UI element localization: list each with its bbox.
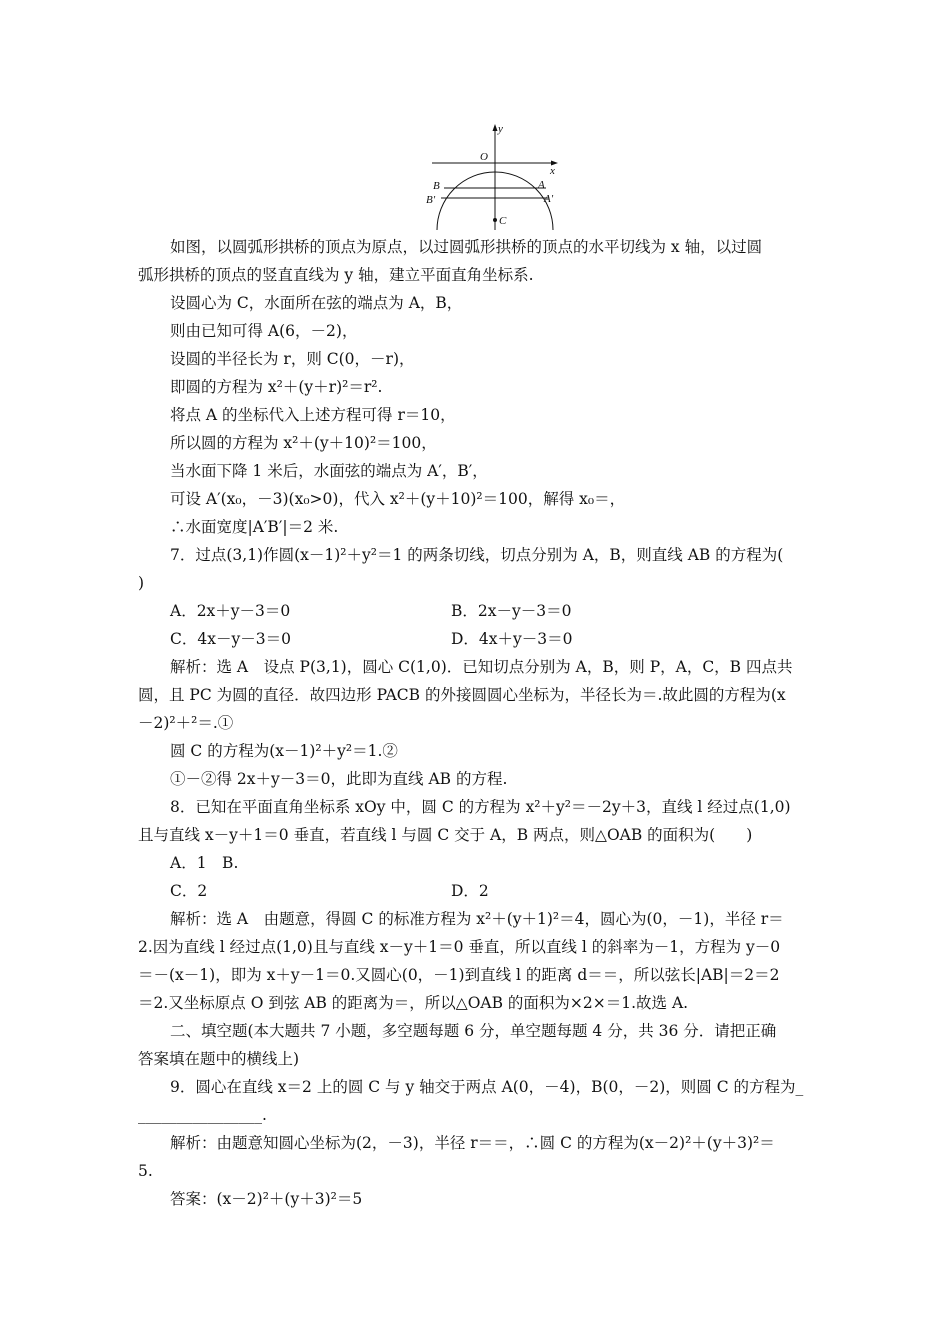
q8-solution-line: 2.因为直线 l 经过点(1,0)且与直线 x－y＋1＝0 垂直，所以直线 l 的斜率为－1，方程为 y－0	[138, 938, 781, 956]
q7-solution-line: 解析：选 A 设点 P(3,1)，圆心 C(1,0)．已知切点分别为 A，B，则 P，A，C，B 四点共	[170, 658, 793, 676]
q9-answer: 答案：(x－2)²＋(y＋3)²＝5	[170, 1190, 363, 1208]
q9-solution-line: 解析：由题意知圆心坐标为(2，－3)，半径 r＝＝，∴圆 C 的方程为(x－2)²＋(y＋3)²＝	[170, 1134, 775, 1152]
q7-solution-line: ①－②得 2x＋y－3＝0，此即为直线 AB 的方程.	[170, 770, 508, 788]
text-line: 弧形拱桥的顶点的竖直直线为 y 轴，建立平面直角坐标系.	[138, 266, 534, 284]
q8-option-d: D．2	[451, 882, 489, 900]
text-line: 将点 A 的坐标代入上述方程可得 r＝10，	[170, 406, 456, 424]
label-a-prime: A′	[544, 193, 554, 205]
label-a: A	[538, 179, 545, 191]
label-y: y	[498, 123, 503, 135]
label-b: B	[433, 180, 440, 192]
q9-solution-line: 5.	[138, 1162, 153, 1180]
text-line: 设圆心为 C，水面所在弦的端点为 A，B，	[170, 294, 463, 312]
label-c: C	[499, 215, 507, 227]
q7-option-d: D．4x＋y－3＝0	[451, 630, 573, 648]
q7-option-b: B．2x－y－3＝0	[451, 602, 572, 620]
text-line: )	[138, 574, 145, 592]
answer-blank: ________________.	[138, 1106, 267, 1124]
text-line: 即圆的方程为 x²＋(y＋r)²＝r².	[170, 378, 383, 396]
question-8: 8．已知在平面直角坐标系 xOy 中，圆 C 的方程为 x²＋y²＝－2y＋3，直线 l 经过点(1,0)	[170, 798, 791, 816]
label-b-prime: B′	[426, 194, 436, 206]
section-heading-cont: 答案填在题中的横线上)	[138, 1050, 300, 1068]
q8-option-ab: A．1 B.	[170, 854, 239, 872]
q8-option-c: C．2	[170, 882, 208, 900]
section-heading: 二、填空题(本大题共 7 小题，多空题每题 6 分，单空题每题 4 分，共 36 分．请把正确	[170, 1022, 777, 1040]
text-line: 所以圆的方程为 x²＋(y＋10)²＝100，	[170, 434, 437, 452]
q7-solution-line: 圆，且 PC 为圆的直径．故四边形 PACB 的外接圆圆心坐标为，半径长为＝.故此圆的方程为(x	[138, 686, 786, 704]
text-line: 设圆的半径长为 r，则 C(0，－r)，	[170, 350, 415, 368]
question-9: 9．圆心在直线 x＝2 上的圆 C 与 y 轴交于两点 A(0，－4)，B(0，－2)，则圆 C 的方程为_	[170, 1078, 804, 1096]
q8-solution-line: ＝－(x－1)，即为 x＋y－1＝0.又圆心(0，－1)到直线 l 的距离 d＝＝，所以弦长|AB|＝2＝2	[138, 966, 780, 984]
label-o: O	[480, 151, 488, 163]
text-line: 如图，以圆弧形拱桥的顶点为原点，以过圆弧形拱桥的顶点的水平切线为 x 轴，以过圆	[170, 238, 763, 256]
text-line: 则由已知可得 A(6，－2)，	[170, 322, 358, 340]
q8-solution-line: 解析：选 A 由题意，得圆 C 的标准方程为 x²＋(y＋1)²＝4，圆心为(0，－1)，半径 r＝	[170, 910, 784, 928]
text-line: 当水面下降 1 米后，水面弦的端点为 A′，B′，	[170, 462, 488, 480]
q7-solution-line: －2)²＋²＝.①	[138, 714, 234, 732]
question-7: 7．过点(3,1)作圆(x－1)²＋y²＝1 的两条切线，切点分别为 A，B，则直线 AB 的方程为(	[170, 546, 784, 564]
label-x: x	[550, 165, 555, 177]
question-8-cont: 且与直线 x－y＋1＝0 垂直，若直线 l 与圆 C 交于 A，B 两点，则△OAB 的面积为( )	[138, 826, 753, 844]
arch-bridge-figure	[420, 122, 570, 232]
q7-option-a: A．2x＋y－3＝0	[170, 602, 291, 620]
q7-solution-line: 圆 C 的方程为(x－1)²＋y²＝1.②	[170, 742, 398, 760]
q7-option-c: C．4x－y－3＝0	[170, 630, 291, 648]
q8-solution-line: ＝2.又坐标原点 O 到弦 AB 的距离为＝，所以△OAB 的面积为×2×＝1.故选 A.	[138, 994, 689, 1012]
text-line: 可设 A′(x₀，－3)(x₀>0)，代入 x²＋(y＋10)²＝100，解得 x₀＝，	[170, 490, 626, 508]
text-line: ∴水面宽度|A′B′|＝2 米.	[170, 518, 339, 536]
